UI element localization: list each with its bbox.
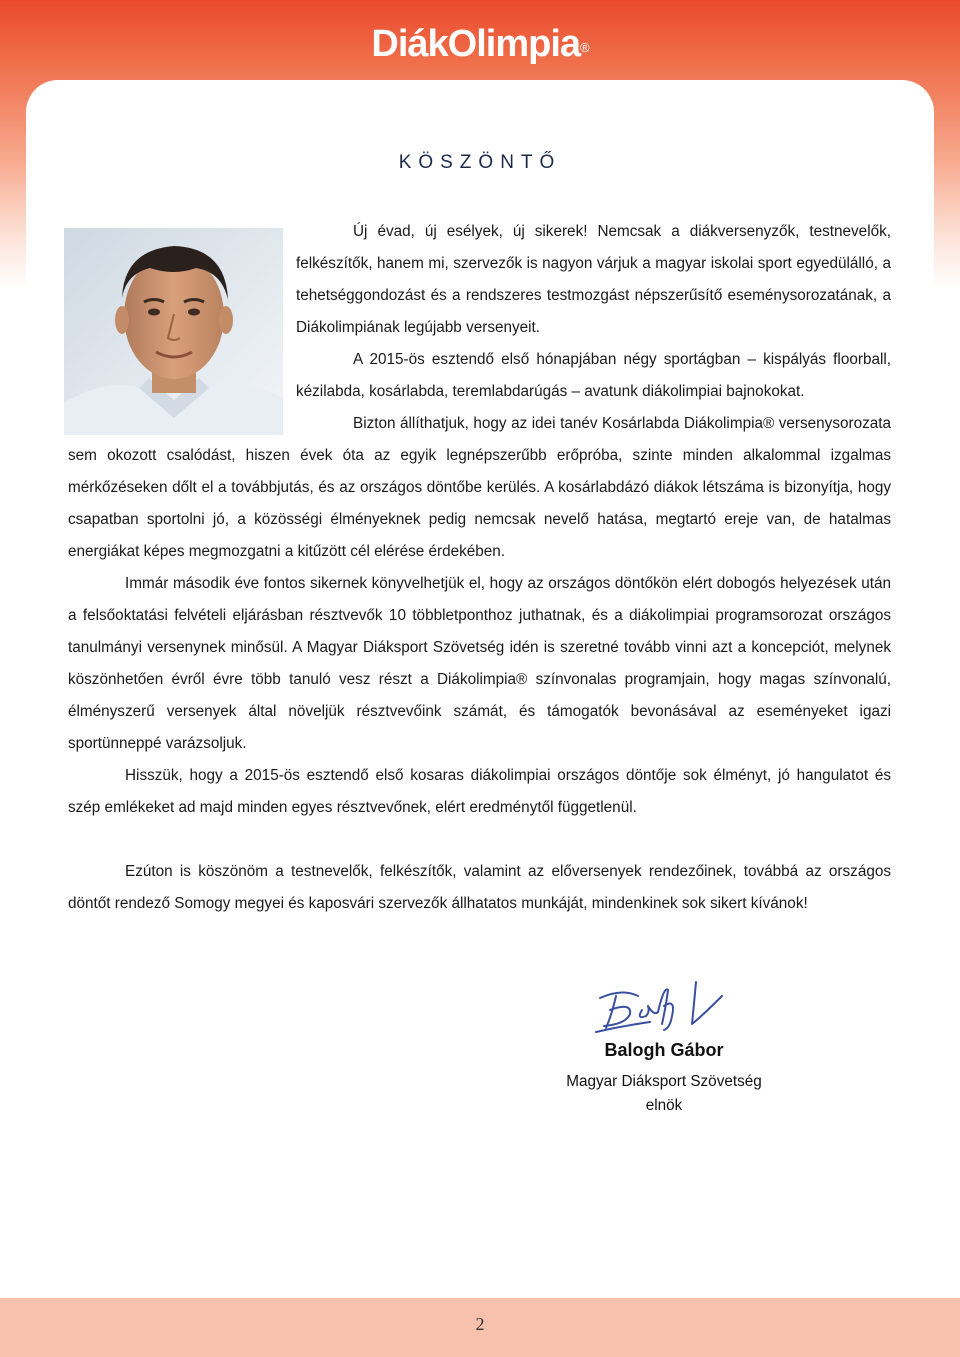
paragraph: Hisszük, hogy a 2015-ös esztendő első kosaras diákolimpiai országos döntője sok élményt, jó hangulatot és szép emlékeket ad majd minden egyes résztvevőnek, elért eredménytől függetlenül. <box>68 767 891 816</box>
page-number: 2 <box>475 1314 485 1334</box>
paragraph: A 2015-ös esztendő első hónapjában négy sportágban – kispályás floorball, kézilabda, kosárlabda, teremlabdarúgás – avatunk diákolimpiai bajnokokat. <box>296 351 891 400</box>
paragraph: Immár második éve fontos sikernek könyvelhetjük el, hogy az országos döntőkön elért dobogós helyezések után a felsőoktatási felvételi eljárásban résztvevők 10 többletponthoz juthatnak, és a diákolimpiai programsorozat országos tanulmányi versenynek minősül. A Magyar Diáksport Szövetség idén is szeretné tovább vinni azt a koncepciót, melynek köszönhetően évről évre több tanuló vesz részt a Diákolimpia® színvonalas programjain, hogy magas színvonalú, élményszerű versenyek által növeljük résztvevőink számát, és támogatók bevonásával az eseményeket igazi sportünneppé varázsoljuk. <box>68 575 891 752</box>
page-title: KÖSZÖNTŐ <box>398 152 562 173</box>
paragraph: Új évad, új esélyek, új sikerek! Nemcsak a diákversenyzők, testnevelők, felkészítők, hanem mi, szervezők is nagyon várjuk a magyar iskolai sport egyedülálló, a tehetséggondozást és a rendszeres testmozgást népszerűsítő eseménysorozatának, a Diákolimpiának legújabb versenyeit. <box>296 223 891 336</box>
paragraph: Ezúton is köszönöm a testnevelők, felkészítők, valamint az előversenyek rendezőinek, továbbá az országos döntőt rendező Somogy megyei és kaposvári szervezők állhatatos munkáját, mindenkinek sok sikert kívánok! <box>68 863 891 912</box>
logo-registered-mark: ® <box>580 40 589 55</box>
signatory-details <box>540 1070 788 1118</box>
portrait-wrap-space <box>68 216 296 436</box>
footer-band <box>0 1298 960 1357</box>
letter-body <box>68 216 891 920</box>
paragraph: Bizton állíthatjuk, hogy az idei tanév Kosárlabda Diákolimpia® versenysorozata sem okozott csalódást, hiszen évek óta az egyik legnépszerűbb erőpróba, szinte minden alkalommal izgalmas mérkőzéseken dőlt el a továbbjutás, és az országos döntőbe kerülés. A kosárlabdázó diákok létszáma is bizonyítja, hogy csapatban sportolni jó, a közösségi élményeknek pedig nemcsak nevelő hatása, megtartó ereje van, de hatalmas energiákat képes megmozgatni a kitűzött cél elérése érdekében. <box>68 415 891 560</box>
signatory-role: elnök <box>645 1097 683 1114</box>
signatory-name: Balogh Gábor <box>604 1040 724 1060</box>
signatory-organization: Magyar Diáksport Szövetség <box>566 1073 762 1090</box>
diakolimpia-logo <box>0 18 960 70</box>
handwritten-signature-icon <box>592 976 732 1040</box>
logo-text: DiákOlimpia <box>371 23 581 65</box>
